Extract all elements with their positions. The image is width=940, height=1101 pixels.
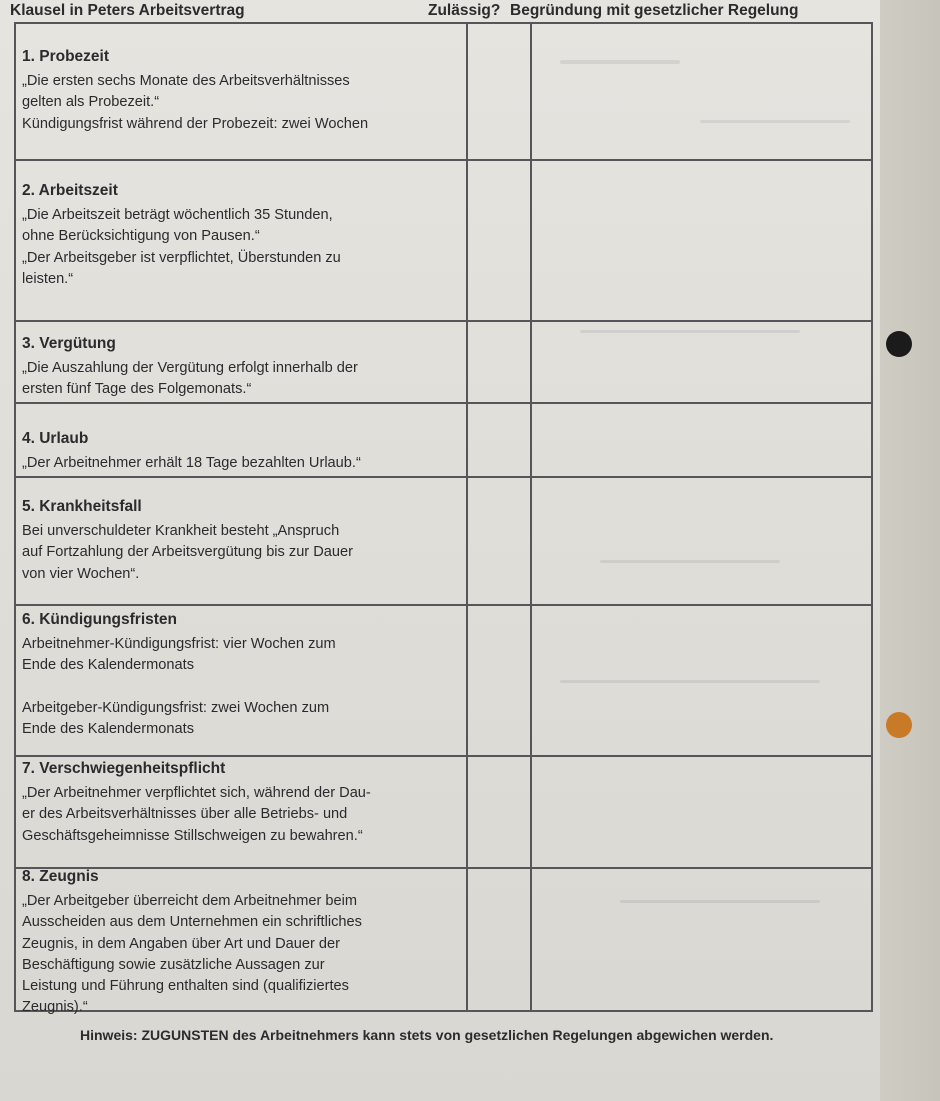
grid-line-left [14,22,16,1012]
clause-text: „Der Arbeitgeber überreicht dem Arbeitnehmer beim Ausscheiden aus dem Unternehmen ein schriftliches Zeugnis, in dem Angaben über Art und Dauer der Beschäftigung sowie zusätzliche Aussagen zur Leistung und Führung enthalten sind (qualifiziertes Zeugnis).“ [22,893,362,1016]
grid-row-2 [14,320,872,322]
grid-row-3 [14,402,872,404]
show-through-mark [620,900,820,903]
show-through-mark [580,330,800,333]
grid-row-4 [14,476,872,478]
clause-verschwiegenheitspflicht [22,758,462,847]
paper-right-margin [880,0,940,1101]
clause-title: 4. Urlaub [22,430,89,447]
grid-row-6 [14,755,872,757]
show-through-mark [560,680,820,683]
clause-title: 2. Arbeitszeit [22,182,118,199]
grid-line-allowed [466,22,468,1012]
clause-title: 8. Zeugnis [22,868,99,885]
clause-probezeit [22,46,462,135]
clause-text: Bei unverschuldeter Krankheit besteht „Anspruch auf Fortzahlung der Arbeitsvergütung bis zur Dauer von vier Wochen“. [22,523,353,582]
show-through-mark [700,120,850,123]
grid-row-1 [14,159,872,161]
punch-hole-icon [886,712,912,738]
clause-kuendigungsfristen [22,609,462,740]
grid-line-right [871,22,873,1012]
clause-krankheitsfall [22,496,462,585]
column-header-allowed: Zulässig? [428,2,501,19]
grid-row-top [14,22,872,24]
punch-hole-icon [886,331,912,357]
clause-urlaub [22,428,462,474]
show-through-mark [560,60,680,64]
clause-text: „Die Arbeitszeit beträgt wöchentlich 35 Stunden, ohne Berücksichtigung von Pausen.“ „Der Arbeitsgeber ist verpflichtet, Überstunden zu leisten.“ [22,207,341,287]
clause-arbeitszeit [22,180,462,290]
column-header-clause: Klausel in Peters Arbeitsvertrag [10,2,245,19]
grid-line-reason [530,22,532,1012]
column-header-reason: Begründung mit gesetzlicher Regelung [510,2,799,19]
clause-zeugnis [22,866,462,1018]
show-through-mark [600,560,780,563]
clause-verguetung [22,333,462,401]
grid-row-5 [14,604,872,606]
clause-title: 3. Vergütung [22,335,116,352]
clause-text: „Die ersten sechs Monate des Arbeitsverhältnisses gelten als Probezeit.“ Kündigungsfrist während der Probezeit: zwei Wochen [22,73,369,132]
clause-title: 7. Verschwiegenheitspflicht [22,760,226,777]
clause-text: „Der Arbeitnehmer erhält 18 Tage bezahlten Urlaub.“ [22,455,361,472]
clause-title: 5. Krankheitsfall [22,498,142,515]
clause-title: 1. Probezeit [22,48,109,65]
clause-text: „Die Auszahlung der Vergütung erfolgt innerhalb der ersten fünf Tage des Folgemonats.“ [22,360,358,398]
clause-text: „Der Arbeitnehmer verpflichtet sich, während der Dau- er des Arbeitsverhältnisses über alle Betriebs- und Geschäftsgeheimnisse Stillschweigen zu bewahren.“ [22,785,371,844]
hint-note: Hinweis: ZUGUNSTEN des Arbeitnehmers kann stets von gesetzlichen Regelungen abgewichen werden. [80,1027,774,1043]
clause-title: 6. Kündigungsfristen [22,611,177,628]
clause-text: Arbeitnehmer-Kündigungsfrist: vier Wochen zum Ende des Kalendermonats Arbeitgeber-Kündigungsfrist: zwei Wochen zum Ende des Kalendermonats [22,636,336,738]
